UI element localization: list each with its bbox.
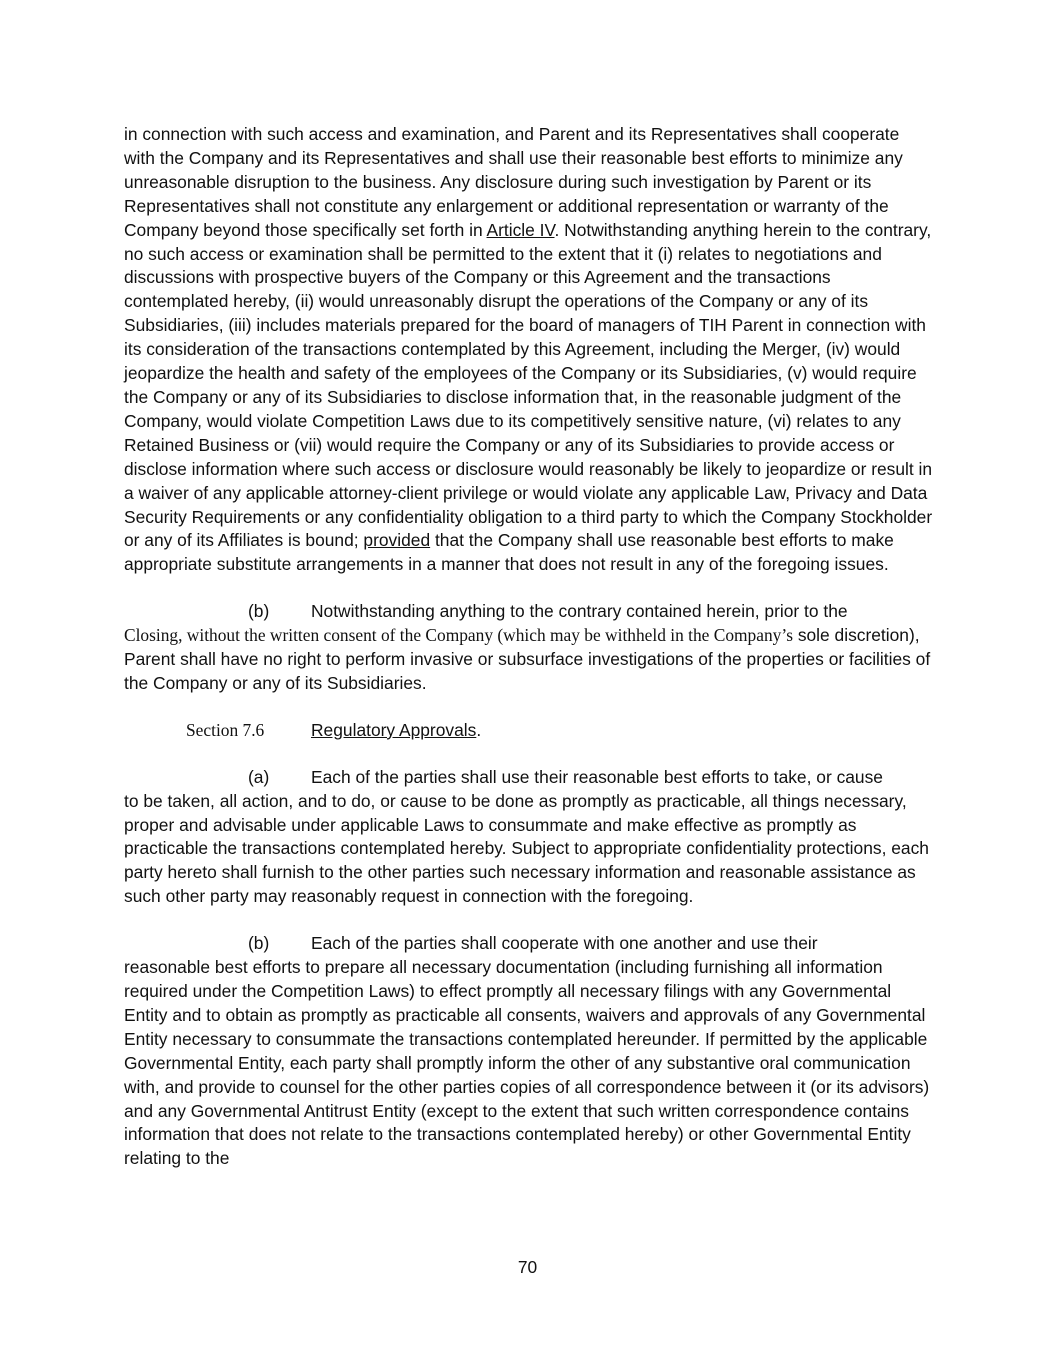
paragraph-access-continued xyxy=(124,123,934,577)
paragraph-text: Each of the parties shall cooperate with one another and use their xyxy=(311,933,818,954)
paragraph-text: to be taken, all action, and to do, or cause to be done as promptly as practicable, all things necessary, proper and advisable under applicable Laws to consummate and make effective as promptly as practicable the transactions contemplated hereby. Subject to appropriate confidentiality protections, each party hereto shall furnish to the other parties such necessary information and reasonable assistance as such other party may reasonably request in connection with the foregoing. xyxy=(124,790,929,907)
paragraph-text: reasonable best efforts to prepare all necessary documentation (including furnishing all information required under the Competition Laws) to effect promptly all necessary filings with any Governmental Entity and to obtain as promptly as practicable all consents, waivers and approvals of any Governmental Entity necessary to consummate the transactions contemplated hereunder. If permitted by the applicable Governmental Entity, each party shall promptly inform the other of any substantive oral communication with, and provide to counsel for the other parties copies of all correspondence between it (or its advisors) and any Governmental Antitrust Entity (except to the extent that such written correspondence contains information that does not relate to the transactions contemplated hereby) or other Governmental Entity relating to the xyxy=(124,957,930,1169)
paragraph-text-serif: Closing, without the written consent of the Company (which may be withheld in the Company’s xyxy=(124,625,793,646)
section-number: Section 7.6 xyxy=(186,719,265,740)
paragraph-text: in connection with such access and examination, and Parent and its Representatives shall cooperate with the Company and its Representatives and shall use their reasonable best efforts to minimize any unreasonable disruption to the business. Any disclosure during such investigation by Parent or its Representatives shall not constitute any enlargement or additional representation or warranty of the Company beyond those specifically set forth in xyxy=(124,124,903,240)
paragraph-7-5-b xyxy=(124,600,934,696)
paragraph-7-6-a xyxy=(124,766,934,909)
paragraph-7-6-b xyxy=(124,932,934,1171)
paragraph-text: Notwithstanding anything to the contrary contained herein, prior to the xyxy=(311,601,848,622)
clause-label: (b) xyxy=(248,601,270,622)
clause-label: (b) xyxy=(248,933,270,954)
page-number: 70 xyxy=(517,1257,538,1277)
section-title-suffix: . xyxy=(476,719,482,740)
paragraph-text: that the Company shall use reasonable best efforts to make appropriate substitute arrangements in a manner that does not result in any of the foregoing issues. xyxy=(124,530,894,575)
section-title: Regulatory Approvals xyxy=(311,719,477,740)
paragraph-text: . Notwithstanding anything herein to the contrary, no such access or examination shall be permitted to the extent that it (i) relates to negotiations and discussions with prospective buyers of the Company or this Agreement and the transactions contemplated hereby, (ii) would unreasonably disrupt the operations of the Company or any of its Subsidiaries, (iii) includes materials prepared for the board of managers of TIH Parent in connection with its consideration of the transactions contemplated by this Agreement, including the Merger, (iv) would jeopardize the health and safety of the employees of the Company or its Subsidiaries, (v) would require the Company or any of its Subsidiaries to disclose information that, in the reasonable judgment of the Company, would violate Competition Laws due to its competitively sensitive nature, (vi) relates to any Retained Business or (vii) would require the Company or any of its Subsidiaries to provide access or disclose information where such access or disclosure would reasonably be likely to jeopardize or result in a waiver of any applicable attorney-client privilege or would violate any applicable Law, Privacy and Data Security Requirements or any confidentiality obligation to a third party to which the Company Stockholder or any of its Affiliates is bound; xyxy=(124,219,933,551)
section-heading xyxy=(124,719,934,743)
clause-label: (a) xyxy=(248,766,270,787)
paragraph-text: sole discretion), Parent shall have no right to perform invasive or subsurface investigations of the properties or facilities of the Company or any of its Subsidiaries. xyxy=(124,625,931,693)
document-page xyxy=(124,123,934,1194)
provided-term: provided xyxy=(363,530,431,551)
paragraph-text: Each of the parties shall use their reasonable best efforts to take, or cause xyxy=(311,766,883,787)
article-iv-reference: Article IV xyxy=(486,219,555,240)
